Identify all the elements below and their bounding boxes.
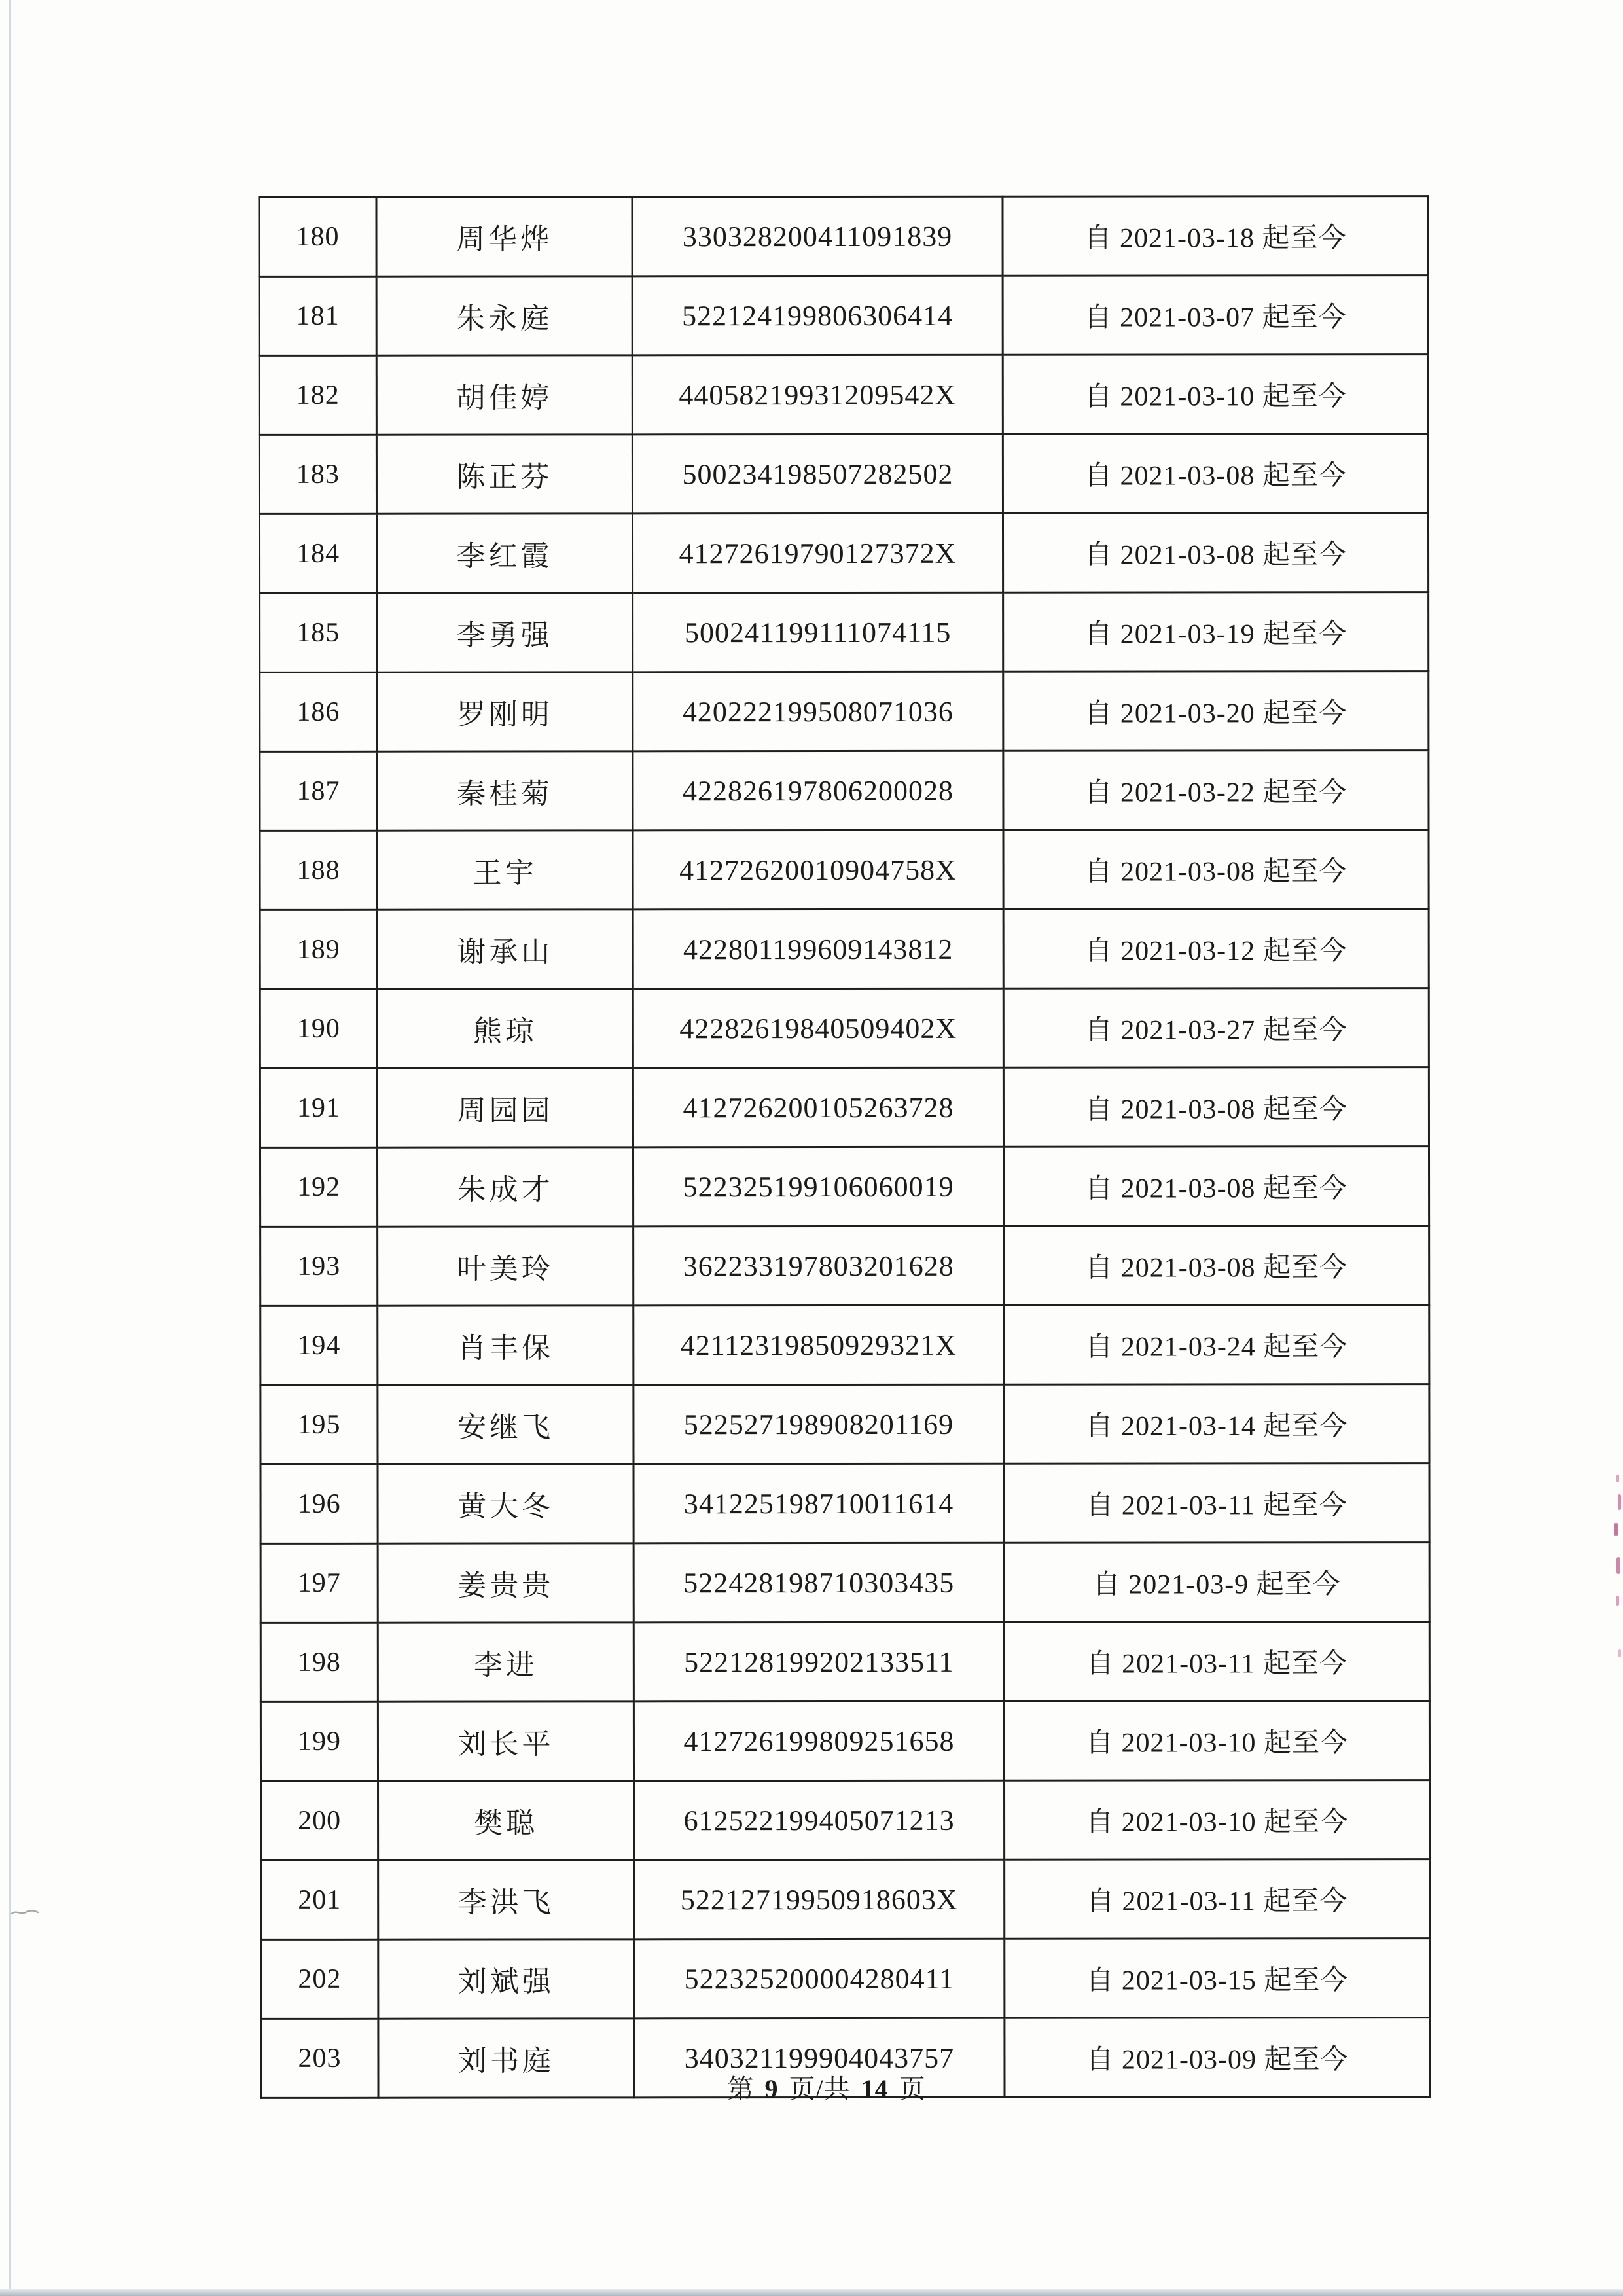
row-id-cell: 500241199111074115 [633,592,1003,672]
table-row [260,1305,1429,1386]
row-period-cell: 自 2021-03-10 起至今 [1004,1701,1429,1781]
row-id-cell: 422801199609143812 [633,909,1003,989]
pencil-mark-artifact [10,1907,39,1918]
roster-table [258,195,1431,2099]
row-id-cell: 522124199806306414 [632,276,1003,355]
row-seq-cell: 180 [259,197,376,276]
row-period-cell: 自 2021-03-08 起至今 [1003,1147,1429,1227]
row-period-cell: 自 2021-03-08 起至今 [1004,1226,1429,1306]
row-name-cell: 谢承山 [377,910,633,989]
row-name-cell: 安继飞 [378,1385,633,1464]
scan-bottom-edge-band [0,2289,1623,2296]
footer-total-pages: 14 [861,2074,889,2104]
row-seq-cell: 200 [261,1781,378,1860]
row-period-cell: 自 2021-03-19 起至今 [1003,592,1429,672]
table-row [260,1226,1429,1306]
row-name-cell: 罗刚明 [377,672,633,751]
table-row [260,1147,1429,1227]
row-seq-cell: 193 [260,1227,378,1306]
row-name-cell: 周园园 [377,1068,633,1147]
row-period-cell: 自 2021-03-11 起至今 [1004,1622,1429,1702]
table-row [260,1543,1429,1623]
row-name-cell: 王宇 [377,831,633,910]
row-period-cell: 自 2021-03-18 起至今 [1003,196,1428,276]
row-seq-cell: 202 [261,1939,378,2018]
row-id-cell: 362233197803201628 [633,1226,1004,1306]
scan-left-edge-line [9,0,11,2296]
table-row [260,751,1429,831]
footer-prefix: 第 [727,2074,755,2104]
table-row [260,1067,1429,1148]
table-row [259,355,1428,435]
table-row [259,276,1428,356]
row-name-cell: 李勇强 [377,593,633,672]
footer-suffix: 页 [899,2074,926,2104]
row-seq-cell: 203 [261,2018,378,2098]
row-period-cell: 自 2021-03-08 起至今 [1003,1067,1429,1147]
row-period-cell: 自 2021-03-08 起至今 [1003,513,1428,593]
row-period-cell: 自 2021-03-15 起至今 [1005,1939,1430,2018]
row-name-cell: 陈正芬 [376,435,632,514]
row-period-cell: 自 2021-03-20 起至今 [1003,672,1429,751]
roster-table-body [259,196,1430,2098]
table-row [259,434,1428,514]
row-period-cell: 自 2021-03-9 起至今 [1004,1543,1429,1623]
row-period-cell: 自 2021-03-14 起至今 [1004,1384,1429,1464]
row-id-cell: 52212719950918603X [634,1859,1005,1939]
row-id-cell: 41272620010904758X [633,830,1003,910]
row-name-cell: 李进 [378,1623,633,1702]
row-name-cell: 姜贵贵 [378,1543,633,1623]
scan-ink-artifact [1618,1494,1621,1510]
row-id-cell: 522128199202133511 [633,1622,1004,1702]
row-id-cell: 340321199904043757 [634,2018,1005,2098]
row-name-cell: 周华烨 [376,197,632,276]
scan-ink-artifact [1618,1649,1621,1657]
row-name-cell: 刘长平 [378,1702,633,1781]
table-row [261,1939,1430,2019]
row-seq-cell: 192 [260,1147,378,1227]
row-seq-cell: 182 [259,355,376,435]
row-seq-cell: 199 [260,1702,378,1781]
table-row [260,672,1429,752]
row-id-cell: 420222199508071036 [633,672,1003,751]
row-id-cell: 44058219931209542X [632,355,1003,435]
table-row [260,1463,1429,1544]
row-period-cell: 自 2021-03-27 起至今 [1003,988,1429,1068]
row-period-cell: 自 2021-03-11 起至今 [1004,1463,1429,1543]
row-seq-cell: 191 [260,1068,377,1147]
row-id-cell: 522325200004280411 [634,1939,1005,2018]
scan-ink-artifact [1616,1557,1620,1574]
row-seq-cell: 194 [260,1306,378,1385]
row-name-cell: 胡佳婷 [376,355,632,435]
footer-infix: 页/共 [789,2074,851,2104]
row-seq-cell: 185 [260,593,377,672]
row-name-cell: 肖丰保 [378,1306,633,1385]
row-seq-cell: 181 [259,276,376,355]
table-row [260,592,1429,673]
row-seq-cell: 184 [259,514,376,593]
row-seq-cell: 186 [260,672,377,751]
row-name-cell: 刘书庭 [378,2018,634,2098]
table-row [260,988,1429,1069]
table-row [259,196,1428,277]
scan-ink-artifact [1614,1523,1618,1536]
scan-ink-artifact [1616,1596,1619,1606]
row-period-cell: 自 2021-03-10 起至今 [1003,355,1428,435]
row-name-cell: 朱永庭 [376,276,632,355]
table-row [261,1780,1430,1861]
row-id-cell: 612522199405071213 [634,1780,1005,1860]
row-seq-cell: 196 [260,1464,378,1543]
row-seq-cell: 198 [260,1623,378,1702]
row-id-cell: 412726200105263728 [633,1067,1003,1147]
row-id-cell: 341225198710011614 [633,1463,1004,1543]
row-period-cell: 自 2021-03-09 起至今 [1005,2018,1430,2098]
row-id-cell: 42112319850929321X [633,1305,1004,1385]
row-name-cell: 李红霞 [376,514,632,593]
table-row [260,830,1429,910]
row-name-cell: 朱成才 [378,1147,633,1227]
row-period-cell: 自 2021-03-22 起至今 [1003,751,1429,831]
row-id-cell: 41272619790127372X [632,513,1003,593]
row-id-cell: 330328200411091839 [632,196,1003,276]
table-row [260,1701,1429,1782]
row-period-cell: 自 2021-03-07 起至今 [1003,276,1428,355]
row-seq-cell: 187 [260,751,377,831]
row-name-cell: 秦桂菊 [377,751,633,831]
row-name-cell: 樊聪 [378,1781,634,1860]
row-seq-cell: 201 [261,1860,378,1939]
row-period-cell: 自 2021-03-11 起至今 [1005,1859,1430,1939]
row-id-cell: 522325199106060019 [633,1147,1004,1227]
row-seq-cell: 190 [260,989,377,1068]
row-id-cell: 500234198507282502 [632,434,1003,514]
table-row [260,1622,1429,1702]
row-period-cell: 自 2021-03-12 起至今 [1003,909,1429,989]
row-period-cell: 自 2021-03-08 起至今 [1003,434,1428,514]
row-name-cell: 李洪飞 [378,1860,634,1939]
row-id-cell: 42282619840509402X [633,988,1003,1068]
table-row [259,513,1428,594]
row-name-cell: 叶美玲 [378,1227,633,1306]
row-period-cell: 自 2021-03-08 起至今 [1003,830,1429,910]
row-period-cell: 自 2021-03-24 起至今 [1004,1305,1429,1385]
row-seq-cell: 188 [260,831,377,910]
row-name-cell: 刘斌强 [378,1939,634,2018]
row-seq-cell: 189 [260,910,377,989]
row-seq-cell: 183 [259,435,376,514]
row-id-cell: 522527198908201169 [633,1384,1004,1464]
row-id-cell: 412726199809251658 [633,1701,1004,1781]
table-row [261,1859,1430,1940]
table-row [260,909,1429,990]
row-id-cell: 522428198710303435 [633,1543,1004,1623]
footer-page-number: 9 [764,2074,779,2104]
row-seq-cell: 197 [260,1543,378,1623]
page-footer [15,2068,1623,2106]
row-id-cell: 422826197806200028 [633,751,1003,831]
scan-ink-artifact [1616,1475,1619,1482]
row-period-cell: 自 2021-03-10 起至今 [1005,1780,1430,1860]
table-row [260,1384,1429,1465]
row-seq-cell: 195 [260,1385,378,1464]
row-name-cell: 熊琼 [377,989,633,1068]
row-name-cell: 黄大冬 [378,1464,633,1543]
